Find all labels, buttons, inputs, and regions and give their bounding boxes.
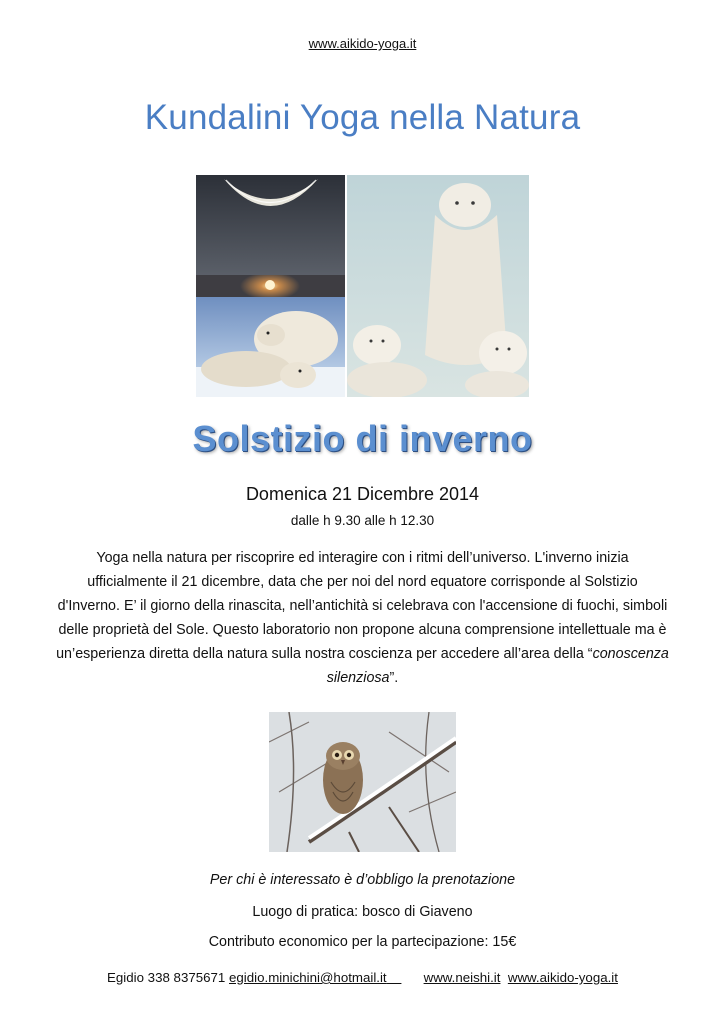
crescent-moon-image bbox=[196, 175, 345, 275]
page-title: Kundalini Yoga nella Natura bbox=[144, 98, 581, 137]
event-description bbox=[55, 546, 670, 690]
description-text: Yoga nella natura per riscoprire ed interagire con i ritmi dell’universo. L'inverno inizia ufficialmente il 21 dicembre, data che per noi del nord equatore corrisponde al Solstizio d'Inverno. E’ il giorno della rinascita, nell’antichità si celebrava con l'accensione di fuochi, simboli delle proprietà del Sole. Questo laboratorio non propone alcuna comprensione intellettuale ma è un’esperienza diretta della natura sulla nostra coscienza per accedere all’area della “ bbox=[56, 550, 668, 662]
footer-contacts bbox=[0, 970, 725, 985]
aikido-link[interactable]: www.aikido-yoga.it bbox=[507, 970, 618, 985]
contact-phone: Egidio 338 8375671 bbox=[107, 970, 230, 985]
sun-image bbox=[196, 275, 345, 297]
owl-in-snow-image bbox=[269, 712, 456, 852]
white-lions-image bbox=[347, 175, 529, 397]
booking-note: Per chi è interessato è d’obbligo la prenotazione bbox=[209, 872, 516, 888]
event-subtitle: Solstizio di inverno bbox=[192, 418, 533, 459]
header-site-link[interactable]: www.aikido-yoga.it bbox=[308, 36, 417, 51]
description-closing: ”. bbox=[389, 670, 399, 686]
location-info: Luogo di pratica: bosco di Giaveno bbox=[252, 904, 473, 920]
description-emphasis: conoscenza silenziosa bbox=[326, 646, 669, 686]
event-date: Domenica 21 Dicembre 2014 bbox=[245, 484, 480, 504]
polar-bears-image bbox=[196, 297, 345, 397]
email-link[interactable]: egidio.minichini@hotmail.it bbox=[229, 970, 387, 985]
fee-info: Contributo economico per la partecipazione: 15€ bbox=[208, 934, 517, 950]
neishi-link[interactable]: www.neishi.it bbox=[423, 970, 501, 985]
event-time: dalle h 9.30 alle h 12.30 bbox=[290, 513, 435, 528]
winter-animals-collage bbox=[196, 175, 529, 397]
